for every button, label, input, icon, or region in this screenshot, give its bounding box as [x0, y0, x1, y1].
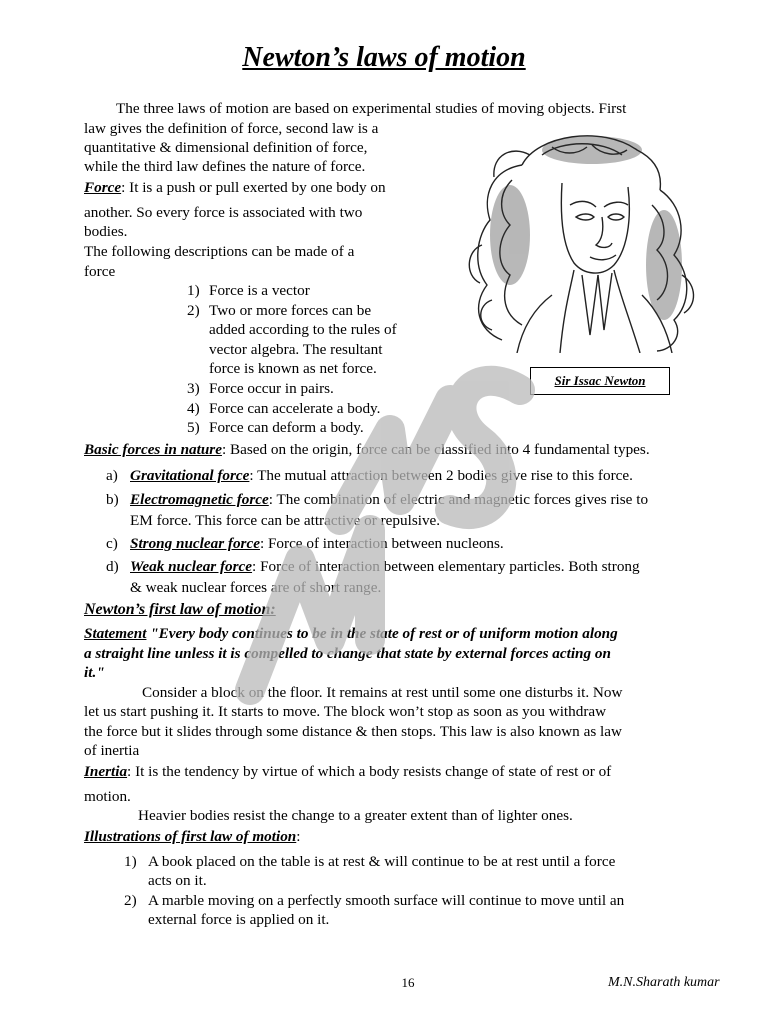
illustration-2-line-1: A marble moving on a perfectly smooth surface will continue to move until an	[148, 892, 625, 909]
page-number: 16	[401, 975, 415, 990]
illustration-num-2: 2)	[124, 892, 137, 909]
basic-force-text-a: : The mutual attraction between 2 bodies give rise to this force.	[249, 467, 633, 484]
first-law-heading: Newton’s first law of motion:	[84, 601, 276, 618]
basic-force-letter-a: a)	[106, 467, 118, 484]
statement-text-1: "Every body continues to be in the state of rest or of uniform motion along	[146, 625, 618, 642]
statement-line-2: a straight line unless it is compelled to change that state by external forces acting on	[84, 645, 611, 662]
force-line-3: bodies.	[84, 223, 128, 240]
force-list-num-1: 1)	[187, 282, 200, 299]
intro-line-3: quantitative & dimensional definition of force,	[84, 139, 368, 156]
illustration-2-line-2: external force is applied on it.	[148, 911, 330, 928]
first-law-para-3: the force but it slides through some distance & then stops. This law is also known as law	[84, 723, 622, 740]
force-list-num-4: 4)	[187, 400, 200, 417]
basic-force-term-a: Gravitational force	[130, 467, 250, 484]
inertia-term: Inertia	[84, 763, 128, 780]
statement-line-3: it."	[84, 664, 105, 681]
basic-force-item-c	[130, 534, 504, 553]
force-definition	[84, 178, 386, 197]
illustration-1-line-1: A book placed on the table is at rest & will continue to be at rest until a force	[148, 853, 616, 870]
intro-line-2: law gives the definition of force, second law is a	[84, 120, 379, 137]
force-list-num-3: 3)	[187, 380, 200, 397]
basic-forces-intro	[84, 440, 650, 459]
statement-term: Statement	[84, 625, 147, 642]
first-law-para-2: let us start pushing it. It starts to move. The block won’t stop as soon as you withdraw	[84, 703, 607, 720]
illustration-1-line-2: acts on it.	[148, 872, 207, 889]
first-law-para-1: Consider a block on the floor. It remains at rest until some one disturbs it. Now	[142, 684, 623, 701]
portrait-caption: Sir Issac Newton	[530, 367, 670, 395]
force-list-item-2b: added according to the rules of	[209, 321, 397, 338]
intro-line-1: The three laws of motion are based on experimental studies of moving objects. First	[116, 100, 627, 117]
basic-force-letter-c: c)	[106, 535, 118, 552]
force-list-item-2d: force is known as net force.	[209, 360, 377, 377]
force-list-num-5: 5)	[187, 419, 200, 436]
illustration-num-1: 1)	[124, 853, 137, 870]
basic-force-term-c: Strong nuclear force	[130, 535, 260, 552]
basic-force-text-d: : Force of interaction between elementary particles. Both strong	[252, 558, 640, 575]
force-term: Force	[84, 179, 122, 196]
basic-forces-term: Basic forces in nature	[84, 441, 222, 458]
basic-force-term-d: Weak nuclear force	[130, 558, 253, 575]
force-list-item-5: Force can deform a body.	[209, 419, 364, 436]
basic-force-term-b: Electromagnetic force	[130, 491, 269, 508]
force-list-item-2c: vector algebra. The resultant	[209, 341, 383, 358]
basic-forces-text: : Based on the origin, force can be classified into 4 fundamental types.	[221, 441, 650, 458]
basic-force-cont-d: & weak nuclear forces are of short range.	[130, 579, 382, 596]
basic-force-text-c: : Force of interaction between nucleons.	[259, 535, 504, 552]
basic-force-text-b: : The combination of electric and magnetic forces gives rise to	[268, 491, 649, 508]
author-name: M.N.Sharath kumar	[608, 975, 720, 990]
inertia-definition	[84, 762, 611, 781]
force-list-item-1: Force is a vector	[209, 282, 310, 299]
inertia-line-3: Heavier bodies resist the change to a greater extent than of lighter ones.	[138, 807, 573, 824]
basic-force-letter-b: b)	[106, 491, 119, 508]
inertia-line-2: motion.	[84, 788, 131, 805]
illustrations-heading: Illustrations of first law of motion:	[84, 828, 301, 845]
first-law-para-4: of inertia	[84, 742, 140, 759]
page-title: Newton’s laws of motion	[242, 42, 526, 73]
basic-force-letter-d: d)	[106, 558, 119, 575]
intro-line-4: while the third law defines the nature of force.	[84, 158, 366, 175]
basic-force-item-d	[130, 557, 640, 576]
force-list-item-4: Force can accelerate a body.	[209, 400, 381, 417]
force-list-item-2a: Two or more forces can be	[209, 302, 372, 319]
newton-portrait-icon	[452, 125, 704, 353]
force-list-num-2: 2)	[187, 302, 200, 319]
basic-force-item-a	[130, 466, 633, 485]
force-line-4: The following descriptions can be made of a	[84, 243, 355, 260]
inertia-line-1: : It is the tendency by virtue of which a body resists change of state of rest or of	[127, 763, 612, 780]
force-list-item-3: Force occur in pairs.	[209, 380, 334, 397]
force-line-5: force	[84, 263, 116, 280]
statement-line-1	[84, 624, 618, 643]
basic-force-item-b	[130, 490, 648, 509]
basic-force-cont-b: EM force. This force can be attractive or repulsive.	[130, 512, 441, 529]
force-line-1: : It is a push or pull exerted by one body on	[121, 179, 386, 196]
force-line-2: another. So every force is associated with two	[84, 204, 363, 221]
